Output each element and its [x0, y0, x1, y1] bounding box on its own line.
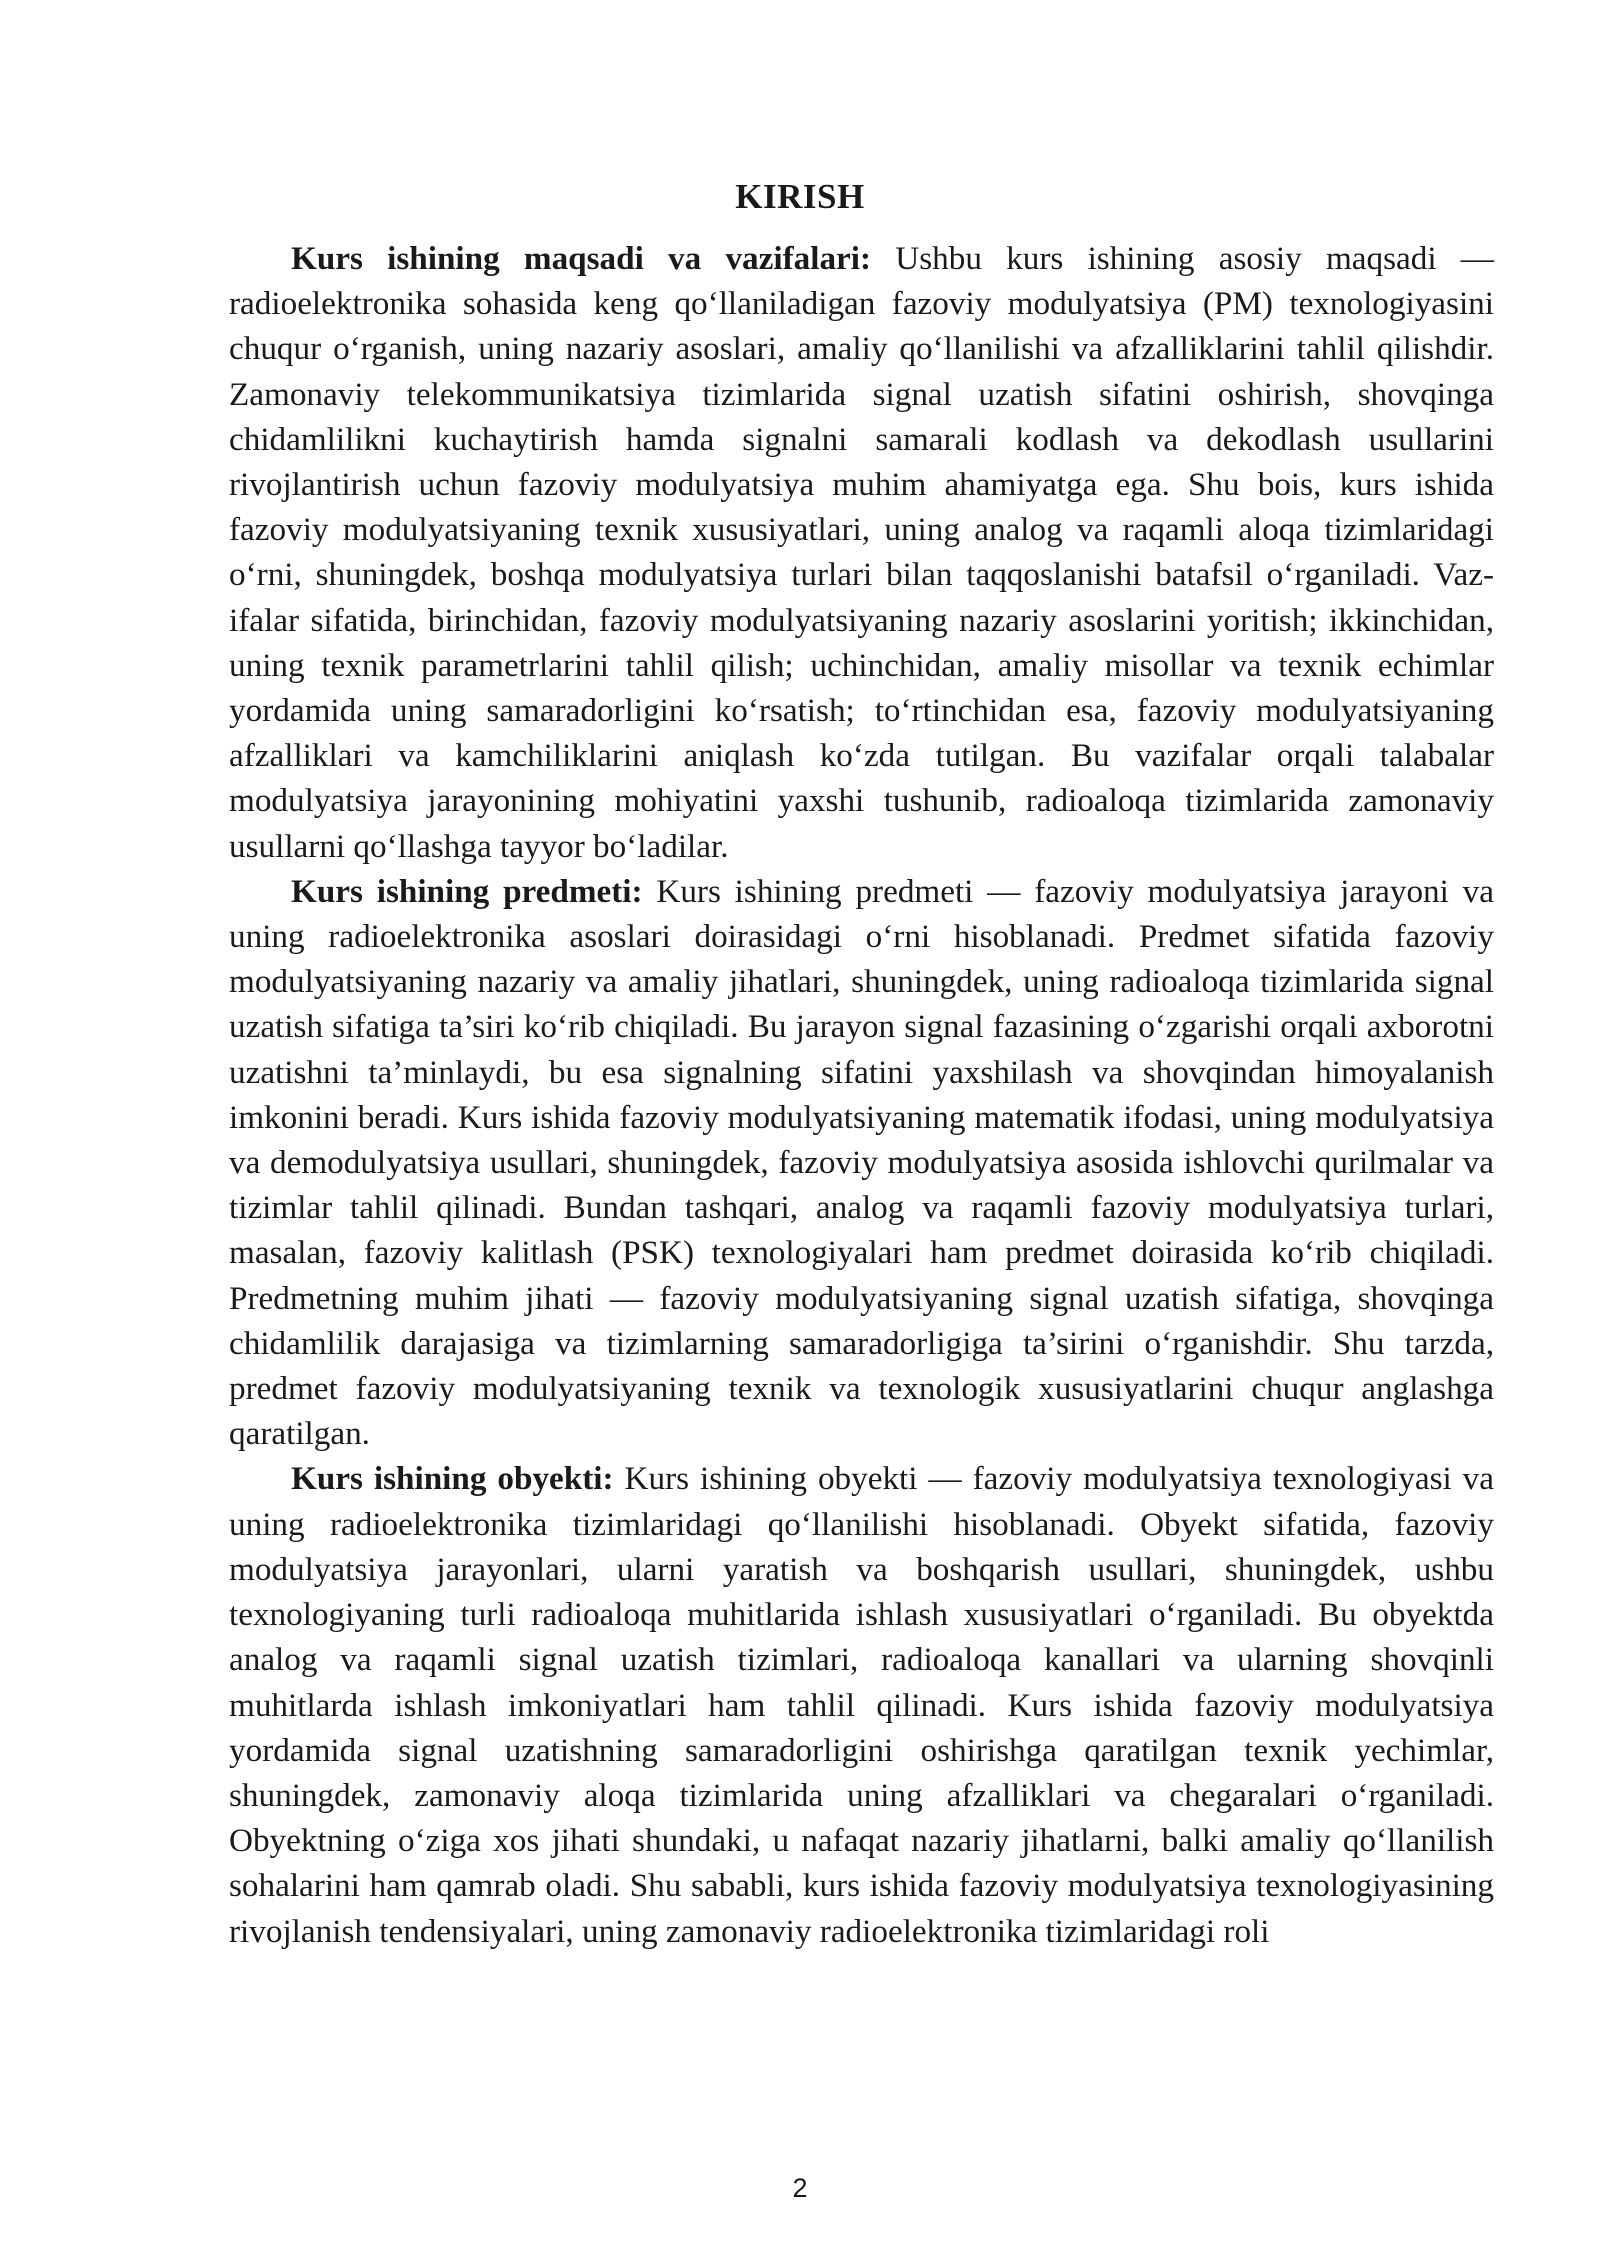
paragraph-lead: Kurs ishining obyekti:	[291, 1460, 614, 1498]
paragraph-maqsadi	[229, 236, 1494, 869]
paragraph-obyekti	[229, 1456, 1494, 1953]
paragraph-lead: Kurs ishining maqsadi va vazifalari:	[291, 240, 872, 277]
paragraph-text: Kurs ishining obyekti — fazoviy modulyatsiya texnologiyasi va uning radioelektronika tizimlaridagi qo‘llanilishi hisoblanadi. Obyekt sifatida, fazoviy modulyatsiya jarayonlari, ularni yaratish va boshqarish usullari, shuningdek, ushbu texnologiyaning turli radioaloqa muhitlarida ishlash xususiyatlari o‘rganiladi. Bu obyektda analog va raqamli signal uzatish tizimlari, radioaloqa kanallari va ularning shovqinli muhitlarda ishlash imkoniyatlari ham tahlil qilinadi. Kurs ishida fazoviy modulyatsiya yordamida signal uzatishning samaradorligini oshirishga qaratilgan texnik yechimlar, shuningdek, zamonaviy aloqa tizimlarida uning afzalliklari va chegaralari o‘rganiladi. Obyektning o‘ziga xos jihati shundaki, u nafaqat nazariy jihatlarni, balki amaliy qo‘llanilish sohalarini ham qamrab oladi. Shu sababli, kurs ishida fazoviy modulyatsiya texnologiyasining rivojlanish tendensiyalari, uning zamonaviy radioelektronika tizimlaridagi roli	[229, 1460, 1494, 1950]
paragraph-predmeti	[229, 869, 1494, 1457]
paragraph-lead: Kurs ishining predmeti:	[291, 872, 643, 910]
paragraph-text: Ushbu kurs ishining asosiy maqsadi — radioelektronika sohasida keng qo‘llaniladigan fazoviy modulyatsiya (PM) texnologiyasini chuqur o‘rganish, uning nazariy asoslari, amaliy qo‘llanilishi va afzalliklarini tahlil qilishdir. Zamonaviy telekommunikatsiya tizimlarida signal uzatish sifatini oshirish, shovqinga chidamlilikni kuchaytirish hamda signalni samarali kodlash va dekodlash usullarini rivojlantirish uchun fazoviy modulyatsiya muhim ahamiyatga ega. Shu bois, kurs ishida fazoviy modulyatsiyaning texnik xususiyatlari, uning analog va raqamli aloqa tizimlaridagi o‘rni, shuningdek, boshqa modulyatsiya turlari bilan taqqoslanishi batafsil o‘rganiladi. Vazifalar sifatida, birinchidan, fazoviy modulyatsiyaning nazariy asoslarini yoritish; ikkinchidan, uning texnik parametrlarini tahlil qilish; uchinchidan, amaliy misollar va texnik echimlar yordamida uning samaradorligini ko‘rsatish; to‘rtinchidan esa, fazoviy modulyatsiyaning afzalliklari va kamchiliklarini aniqlash ko‘zda tutilgan. Bu vazifalar orqali talabalar modulyatsiya jarayonining mohiyatini yaxshi tushunib, radioaloqa tizimlarida zamonaviy usullarni qo‘llashga tayyor bo‘ladilar.	[229, 240, 1494, 865]
page-number: 2	[792, 2173, 808, 2203]
page-title: KIRISH	[735, 177, 865, 217]
body-text	[229, 236, 1494, 1954]
paragraph-text: Kurs ishining predmeti — fazoviy modulyatsiya jarayoni va uning radioelektronika asoslari doirasidagi o‘rni hisoblanadi. Predmet sifatida fazoviy modulyatsiyaning nazariy va amaliy jihatlari, shuningdek, uning radioaloqa tizimlarida signal uzatish sifatiga ta’siri ko‘rib chiqiladi. Bu jarayon signal fazasining o‘zgarishi orqali axborotni uzatishni ta’minlaydi, bu esa signalning sifatini yaxshilash va shovqindan himoyalanish imkonini beradi. Kurs ishida fazoviy modulyatsiyaning matematik ifodasi, uning modulyatsiya va demodulyatsiya usullari, shuningdek, fazoviy modulyatsiya asosida ishlovchi qurilmalar va tizimlar tahlil qilinadi. Bundan tashqari, analog va raqamli fazoviy modulyatsiya turlari, masalan, fazoviy kalitlash (PSK) texnologiyalari ham predmet doirasida ko‘rib chiqiladi. Predmetning muhim jihati — fazoviy modulyatsiyaning signal uzatish sifatiga, shovqinga chidamlilik darajasiga va tizimlarning samaradorligiga ta’sirini o‘rganishdir. Shu tarzda, predmet fazoviy modulyatsiyaning texnik va texnologik xususiyatlarini chuqur anglashga qaratilgan.	[229, 872, 1494, 1453]
